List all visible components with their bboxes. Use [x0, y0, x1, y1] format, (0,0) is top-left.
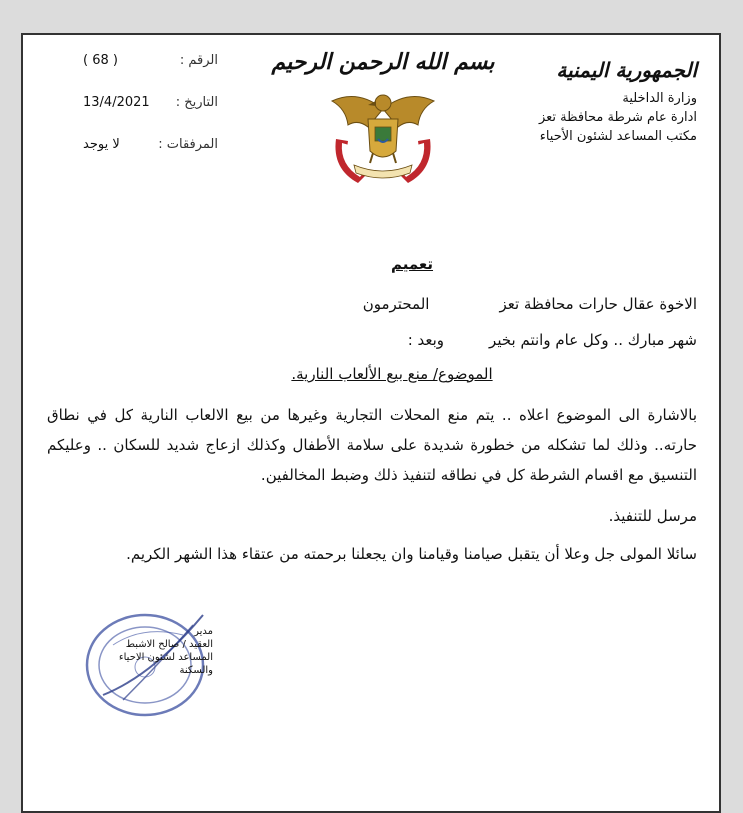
date-row	[83, 93, 218, 113]
greeting: شهر مبارك .. وكل عام وانتم بخير	[489, 331, 697, 349]
addressee-row	[47, 290, 697, 318]
ministry-line: وزارة الداخلية	[622, 91, 697, 106]
signature-block	[73, 605, 233, 745]
closing-line: سائلا المولى جل وعلا أن يتقبل صيامنا وقيامنا وان يجعلنا برحمته من عتقاء هذا الشهر الكريم.	[126, 545, 697, 563]
sent-for-line: مرسل للتنفيذ.	[608, 507, 697, 525]
letter-paragraph: بالاشارة الى الموضوع اعلاه .. يتم منع المحلات التجارية وغيرها من بيع الالعاب النارية كل في نطاق حارته.. وذلك لما تشكله من خطورة شديدة على سلامة الأطفال وكذلك ازعاج شديد للسكان .. وعليكم التنسيق مع اقسام الشرطة كل في نطاقه لتنفيذ ذلك وضبط المخالفين.	[47, 406, 697, 484]
attachments-value: لا يوجد	[83, 137, 120, 152]
date-label: التاريخ :	[175, 95, 218, 110]
after-greeting: وبعد :	[407, 331, 445, 349]
directorate-line: ادارة عام شرطة محافظة تعز	[538, 110, 697, 125]
honorific: المحترمون	[362, 295, 430, 313]
office-line: مكتب المساعد لشئون الأحياء	[539, 129, 697, 144]
issuer-header	[497, 57, 697, 146]
attachments-label: المرفقات :	[158, 137, 218, 152]
addressee: الاخوة عقال حارات محافظة تعز	[499, 295, 697, 313]
letter-body	[47, 250, 697, 568]
reference-number-value: ( 68 )	[83, 53, 118, 68]
reference-number-label: الرقم :	[179, 53, 218, 68]
basmala: بسم الله الرحمن الرحيم	[271, 49, 495, 75]
greeting-row	[47, 326, 697, 354]
letter-subject: الموضوع/ منع بيع الألعاب النارية.	[291, 365, 493, 383]
yemen-eagle-emblem-icon	[318, 79, 448, 189]
reference-block	[83, 51, 218, 177]
republic-title: الجمهورية اليمنية	[556, 58, 697, 82]
date-value: 13/4/2021	[83, 95, 150, 110]
signatory-name: العقيد / صالح الاشبط	[125, 639, 213, 650]
signatory-position: المساعد لشئون الاحياء والسكنة	[118, 652, 213, 676]
center-header	[263, 47, 503, 189]
reference-number-row	[83, 51, 218, 71]
attachments-row	[83, 135, 218, 155]
letter-title: تعميم	[390, 255, 434, 273]
signatory-title: مدير	[194, 626, 213, 637]
letter-page	[21, 33, 721, 813]
signatory	[93, 625, 213, 677]
